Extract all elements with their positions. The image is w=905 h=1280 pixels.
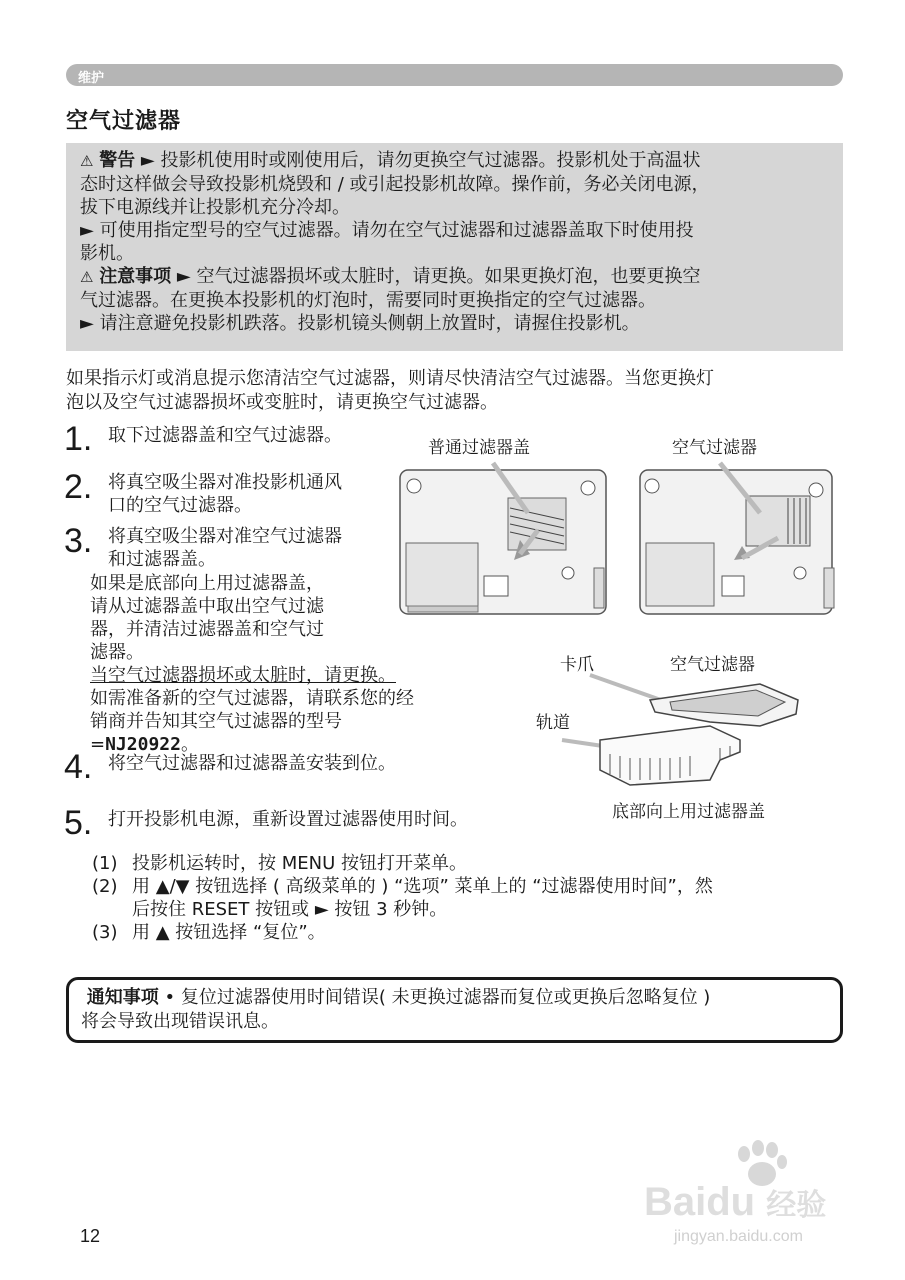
arrow-icon: ► bbox=[140, 150, 155, 171]
warning-text: 态时这样做会导致投影机烧毁和 / 或引起投影机故障。操作前，务必关闭电源， bbox=[80, 174, 710, 195]
notice-label: 通知事项 bbox=[86, 987, 159, 1008]
label-filter-cover: 普通过滤器盖 bbox=[428, 438, 530, 458]
model-number: NJ20922 bbox=[105, 734, 181, 755]
section-label: 维护 bbox=[78, 71, 105, 86]
filter-cover-exploded-illustration bbox=[560, 670, 810, 790]
warning-line: ⚠ 警告 ► 投影机使用时或刚使用后，请勿更换空气过滤器。投影机处于高温状 bbox=[80, 150, 701, 171]
warning-line: ► 请注意避免投影机跌落。投影机镜头侧朝上放置时，请握住投影机。 bbox=[80, 313, 640, 334]
step-number: 4. bbox=[64, 748, 93, 786]
page-title: 空气过滤器 bbox=[66, 109, 182, 134]
caution-label: 注意事项 bbox=[99, 266, 172, 287]
substep-item: (2) 用 ▲/▼ 按钮选择 ( 高级菜单的 ) “选项” 菜单上的 “过滤器使用时间”，然 后按住 RESET 按钮或 ► 按钮 3 秒钟。 bbox=[92, 876, 713, 920]
step-text: 将真空吸尘器对准投影机通风 口的空气过滤器。 bbox=[108, 472, 342, 516]
warning-triangle-icon: ⚠ bbox=[80, 152, 94, 170]
page-number: 12 bbox=[80, 1226, 101, 1246]
step-number: 5. bbox=[64, 804, 93, 842]
label-air-filter-2: 空气过滤器 bbox=[670, 655, 755, 675]
section-bar bbox=[66, 64, 843, 86]
warning-line: ► 可使用指定型号的空气过滤器。请勿在空气过滤器和过滤器盖取下时使用投 bbox=[80, 220, 694, 241]
projector-bottom-illustration-left bbox=[398, 468, 608, 616]
intro-text: 如果指示灯或消息提示您清洁空气过滤器，则请尽快清洁空气过滤器。当您更换灯 泡以及空气过滤器损坏或变脏时，请更换空气过滤器。 bbox=[66, 368, 714, 413]
label-bottom-cover: 底部向上用过滤器盖 bbox=[612, 802, 765, 822]
warning-text: 拔下电源线并让投影机充分冷却。 bbox=[80, 197, 350, 218]
arrow-icon: ► bbox=[176, 266, 191, 287]
label-rail: 轨道 bbox=[536, 713, 570, 733]
step-text: 打开投影机电源，重新设置过滤器使用时间。 bbox=[108, 809, 468, 830]
substep-item: (3) 用 ▲ 按钮选择 “复位”。 bbox=[92, 922, 326, 943]
step-text: 将真空吸尘器对准空气过滤器 和过滤器盖。 bbox=[108, 526, 342, 570]
step-number: 1. bbox=[64, 420, 93, 458]
label-air-filter: 空气过滤器 bbox=[672, 438, 757, 458]
arrow-icon: ► bbox=[80, 313, 94, 334]
warning-box bbox=[66, 143, 843, 351]
caution-line: ⚠ 注意事项 ► 空气过滤器损坏或太脏时，请更换。如果更换灯泡，也要更换空 bbox=[80, 266, 701, 287]
warning-triangle-icon: ⚠ bbox=[80, 268, 94, 286]
label-claw: 卡爪 bbox=[560, 655, 594, 675]
warning-text: 影机。 bbox=[80, 243, 134, 264]
projector-bottom-illustration-right bbox=[638, 468, 838, 616]
substep-list bbox=[92, 852, 852, 944]
bullet: • bbox=[164, 987, 176, 1008]
step3-note: 如果是底部向上用过滤器盖， 请从过滤器盖中取出空气过滤 器，并清洁过滤器盖和空气过 滤器。 当空气过滤器损坏或太脏时，请更换。 如需准备新的空气过滤器，请联系您的经 销商并告知其空气过滤器的型号 =NJ20922。 bbox=[90, 573, 414, 755]
arrow-icon: ► bbox=[80, 220, 94, 241]
step-number: 3. bbox=[64, 522, 93, 560]
step-text: 将空气过滤器和过滤器盖安装到位。 bbox=[108, 753, 396, 774]
step-number: 2. bbox=[64, 468, 93, 506]
substep-item: (1) 投影机运转时，按 MENU 按钮打开菜单。 bbox=[92, 853, 467, 874]
warning-text: 气过滤器。在更换本投影机的灯泡时，需要同时更换指定的空气过滤器。 bbox=[80, 290, 656, 311]
step-text: 取下过滤器盖和空气过滤器。 bbox=[108, 425, 342, 446]
notice-box: 通知事项 • 复位过滤器使用时间错误( 未更换过滤器而复位或更换后忽略复位 ) 将会导致出现错误讯息。 bbox=[66, 977, 843, 1043]
baidu-watermark: Baidu 经验 jingyan.baidu.com bbox=[640, 1140, 860, 1250]
warning-label: 警告 bbox=[99, 150, 136, 171]
